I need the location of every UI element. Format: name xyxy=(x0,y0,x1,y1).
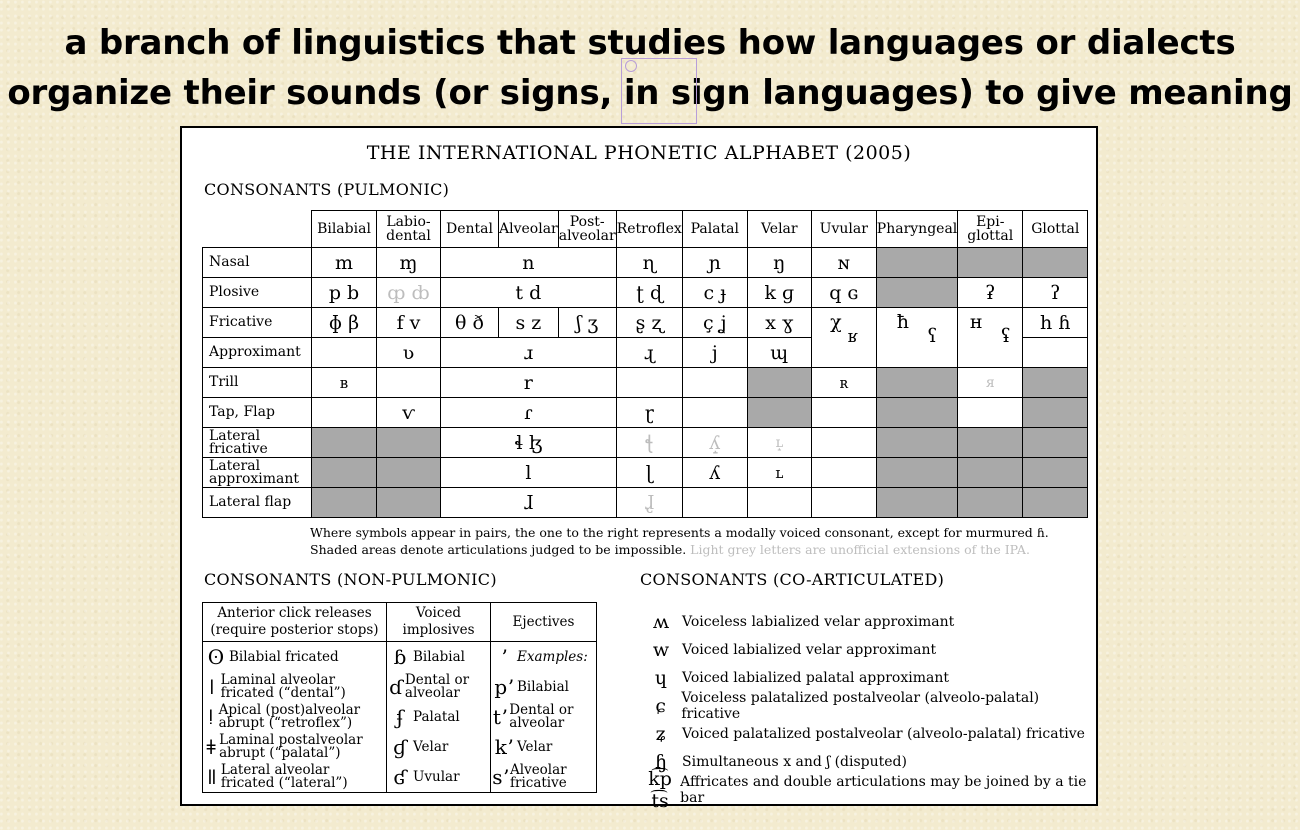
cell: ʟ̝ xyxy=(747,428,811,458)
symbol: ħ xyxy=(896,311,910,333)
symbol: ɧ xyxy=(654,751,668,773)
shaded-cell xyxy=(876,488,957,518)
cell: ʔ xyxy=(1023,278,1088,308)
row-approximant: Approximant xyxy=(203,338,312,368)
cell xyxy=(377,368,441,398)
label: Velar xyxy=(413,738,449,755)
cell: ɽ xyxy=(616,398,682,428)
symbol: ɥ xyxy=(654,667,668,689)
cell: ⱱ xyxy=(377,398,441,428)
symbol: pʼ xyxy=(494,675,514,699)
symbol: ʑ xyxy=(655,723,667,745)
shaded-cell xyxy=(958,458,1023,488)
cell: j xyxy=(682,338,747,368)
shaded-cell xyxy=(1023,368,1088,398)
shaded-cell xyxy=(377,458,441,488)
shaded-cell xyxy=(876,368,957,398)
row-tap-flap: Tap, Flap xyxy=(203,398,312,428)
shaded-cell xyxy=(1023,428,1088,458)
headline-line-2: organize their sounds (or signs, in sign languages) to give meaning xyxy=(7,73,1293,113)
ejectives-column xyxy=(491,642,597,793)
ipa-chart-image xyxy=(180,126,1098,812)
pulmonic-table xyxy=(202,210,1088,518)
list-item xyxy=(640,692,1096,720)
cell: ʂ ʐ xyxy=(616,308,682,338)
shaded-cell xyxy=(958,428,1023,458)
symbol: ɕ xyxy=(655,695,666,717)
label: Dental or alveolar xyxy=(404,672,470,701)
nonpulmonic-heading: CONSONANTS (NON-PULMONIC) xyxy=(204,570,497,589)
row-lateral-flap: Lateral flap xyxy=(203,488,312,518)
col-epiglottal: Epi-glottal xyxy=(958,211,1023,248)
cell: ꞎ xyxy=(616,428,682,458)
shaded-cell xyxy=(312,428,377,458)
header-ejectives: Ejectives xyxy=(491,603,597,642)
cell: ɱ xyxy=(377,248,441,278)
col-bilabial: Bilabial xyxy=(312,211,377,248)
cell xyxy=(811,488,876,518)
list-item xyxy=(640,748,1096,776)
cell: ɹ xyxy=(441,338,617,368)
shaded-cell xyxy=(747,368,811,398)
cell: ɳ xyxy=(616,248,682,278)
cell xyxy=(312,398,377,428)
col-uvular: Uvular xyxy=(811,211,876,248)
cell: ɻ xyxy=(616,338,682,368)
label: Affricates and double articulations may be joined by a tie bar xyxy=(680,774,1087,806)
label: Uvular xyxy=(413,768,460,785)
col-dental: Dental xyxy=(441,211,499,248)
cell: ɺ̢ xyxy=(616,488,682,518)
implosives-column xyxy=(387,642,491,793)
cell xyxy=(811,428,876,458)
list-item xyxy=(387,672,490,702)
label: Voiced labialized velar approximant xyxy=(682,642,937,658)
symbol: ʕ xyxy=(927,325,938,347)
list-item xyxy=(203,762,386,792)
label: Alveolar fricative xyxy=(510,762,567,791)
cell: ʎ xyxy=(682,458,747,488)
list-item xyxy=(491,672,596,702)
symbol: k͡p t͡s xyxy=(648,768,672,812)
symbol: w xyxy=(652,639,670,661)
list-item xyxy=(640,664,1096,692)
cell: l xyxy=(441,458,617,488)
corner-cell xyxy=(203,211,312,248)
cell: n xyxy=(441,248,617,278)
list-item xyxy=(203,642,386,672)
cell: я xyxy=(958,368,1023,398)
list-item xyxy=(491,732,596,762)
symbol: ʢ xyxy=(1000,325,1011,347)
symbol: ʜ xyxy=(969,311,983,333)
shaded-cell xyxy=(1023,248,1088,278)
cell xyxy=(811,398,876,428)
symbol: ʘ xyxy=(207,645,225,669)
cell: ȹ ȸ xyxy=(377,278,441,308)
label: Bilabial xyxy=(413,648,465,665)
shaded-cell xyxy=(1023,398,1088,428)
list-item xyxy=(203,732,386,762)
row-nasal: Nasal xyxy=(203,248,312,278)
shaded-cell xyxy=(377,428,441,458)
shaded-cell xyxy=(312,458,377,488)
cell: q ɢ xyxy=(811,278,876,308)
row-trill: Trill xyxy=(203,368,312,398)
cell: ɴ xyxy=(811,248,876,278)
label: Voiced palatalized postalveolar (alveolo-palatal) fricative xyxy=(682,726,1085,742)
cell: t d xyxy=(441,278,617,308)
label: Voiced labialized palatal approximant xyxy=(682,670,949,686)
symbol: ɗ xyxy=(389,675,403,699)
symbol: ʄ xyxy=(396,705,404,729)
note-line-2 xyxy=(310,541,1049,558)
symbol: ǁ xyxy=(207,765,217,789)
cell: ɸ β xyxy=(312,308,377,338)
cell: ʟ xyxy=(747,458,811,488)
list-item xyxy=(640,720,1096,748)
label: Velar xyxy=(517,738,553,755)
note-grey: Light grey letters are unofficial extensions of the IPA. xyxy=(690,542,1030,557)
coarticulated-heading: CONSONANTS (CO-ARTICULATED) xyxy=(640,570,945,589)
cell: r xyxy=(441,368,617,398)
shaded-cell xyxy=(876,458,957,488)
list-item xyxy=(387,642,490,672)
list-item xyxy=(640,608,1096,636)
shaded-cell xyxy=(1023,488,1088,518)
cell: x ɣ xyxy=(747,308,811,338)
label: Examples: xyxy=(517,648,588,665)
coarticulated-list xyxy=(640,608,1096,812)
cell: ʃ ʒ xyxy=(558,308,616,338)
cell xyxy=(958,308,1023,368)
cell: k ɡ xyxy=(747,278,811,308)
header-clicks: Anterior click releases (require posterior stops) xyxy=(203,603,387,642)
cell xyxy=(811,458,876,488)
headline-line-1: a branch of linguistics that studies how languages or dialects xyxy=(64,23,1236,63)
nonpulmonic-table xyxy=(202,602,597,793)
cell: ʎ̝ xyxy=(682,428,747,458)
shaded-cell xyxy=(377,488,441,518)
cursor-handle-icon xyxy=(625,60,637,72)
symbol: sʼ xyxy=(492,765,509,789)
symbol: χ xyxy=(830,311,842,333)
list-item xyxy=(203,672,386,702)
list-item xyxy=(491,702,596,732)
label: Bilabial xyxy=(517,678,569,695)
cell xyxy=(747,488,811,518)
symbol: ɠ xyxy=(393,735,407,759)
cell xyxy=(876,308,957,368)
cell xyxy=(682,398,747,428)
list-item xyxy=(387,702,490,732)
label: Laminal alveolar fricated (“dental”) xyxy=(220,672,346,701)
cell xyxy=(682,488,747,518)
note-shaded: Shaded areas denote articulations judged to be impossible. xyxy=(310,542,687,557)
cell: ɰ xyxy=(747,338,811,368)
cell: ʈ ɖ xyxy=(616,278,682,308)
row-lateral-approximant: Lateral approximant xyxy=(203,458,312,488)
list-item xyxy=(387,732,490,762)
col-alveolar: Alveolar xyxy=(499,211,559,248)
cell xyxy=(312,338,377,368)
symbol: ʼ xyxy=(500,645,508,669)
col-velar: Velar xyxy=(747,211,811,248)
cell: θ ð xyxy=(441,308,499,338)
shaded-cell xyxy=(876,278,957,308)
label: Lateral alveolar fricated (“lateral”) xyxy=(220,762,348,791)
list-item xyxy=(491,762,596,792)
col-retroflex: Retroflex xyxy=(616,211,682,248)
symbol: ǀ xyxy=(208,675,215,699)
symbol: tʼ xyxy=(492,705,508,729)
cell xyxy=(1023,338,1088,368)
symbol: ǃ xyxy=(207,705,214,729)
label: Simultaneous x and ʃ (disputed) xyxy=(682,754,907,770)
list-item xyxy=(203,702,386,732)
cell: s z xyxy=(499,308,559,338)
cell: ɬ ɮ xyxy=(441,428,617,458)
shaded-cell xyxy=(876,398,957,428)
label: Voiceless labialized velar approximant xyxy=(682,614,955,630)
row-fricative: Fricative xyxy=(203,308,312,338)
list-item xyxy=(387,762,490,792)
list-item xyxy=(491,642,596,672)
list-item xyxy=(640,768,1096,812)
label: Voiceless palatalized postalveolar (alveolo-palatal) fricative xyxy=(681,690,1040,722)
cell xyxy=(682,368,747,398)
list-item xyxy=(640,636,1096,664)
col-glottal: Glottal xyxy=(1023,211,1088,248)
cell xyxy=(811,308,876,368)
symbol: ɓ xyxy=(393,645,407,669)
cell: ʋ xyxy=(377,338,441,368)
note-line-1: Where symbols appear in pairs, the one to the right represents a modally voiced consonant, except for murmured ɦ. xyxy=(310,525,1049,540)
cell: m xyxy=(312,248,377,278)
ipa-title: THE INTERNATIONAL PHONETIC ALPHABET (2005) xyxy=(366,142,912,164)
col-labiodental: Labio-dental xyxy=(377,211,441,248)
cell: ʙ xyxy=(312,368,377,398)
col-palatal: Palatal xyxy=(682,211,747,248)
label: Palatal xyxy=(413,708,460,725)
shaded-cell xyxy=(958,248,1023,278)
shaded-cell xyxy=(958,488,1023,518)
label: Bilabial fricated xyxy=(229,648,339,665)
cell: ɲ xyxy=(682,248,747,278)
cell: ç ʝ xyxy=(682,308,747,338)
shaded-cell xyxy=(747,398,811,428)
symbol: kʼ xyxy=(494,735,514,759)
symbol: ʍ xyxy=(652,611,670,633)
header-implosives: Voiced implosives xyxy=(387,603,491,642)
cell: ŋ xyxy=(747,248,811,278)
col-pharyngeal: Pharyngeal xyxy=(876,211,957,248)
cell: ɺ xyxy=(441,488,617,518)
shaded-cell xyxy=(876,248,957,278)
pulmonic-heading: CONSONANTS (PULMONIC) xyxy=(204,180,450,199)
label: Laminal postalveolar abrupt (“palatal”) xyxy=(219,732,363,761)
cell: h ɦ xyxy=(1023,308,1088,338)
cell: ɭ xyxy=(616,458,682,488)
cell: p b xyxy=(312,278,377,308)
symbol: ʁ xyxy=(847,327,858,347)
cell xyxy=(616,368,682,398)
cell: f v xyxy=(377,308,441,338)
cell: ɾ xyxy=(441,398,617,428)
label: Dental or alveolar xyxy=(509,702,574,731)
row-plosive: Plosive xyxy=(203,278,312,308)
cell: ʡ xyxy=(958,278,1023,308)
label: Apical (post)alveolar abrupt (“retroflex”) xyxy=(218,702,361,731)
symbol: ǂ xyxy=(206,735,216,759)
col-postalveolar: Post-alveolar xyxy=(558,211,616,248)
shaded-cell xyxy=(312,488,377,518)
symbol: ʛ xyxy=(393,765,407,789)
cell: ʀ xyxy=(811,368,876,398)
clicks-column xyxy=(203,642,387,793)
shaded-cell xyxy=(1023,458,1088,488)
cell xyxy=(958,398,1023,428)
chart-note xyxy=(310,524,1049,558)
cell: c ɟ xyxy=(682,278,747,308)
shaded-cell xyxy=(876,428,957,458)
row-lateral-fricative: Lateral fricative xyxy=(203,428,312,458)
